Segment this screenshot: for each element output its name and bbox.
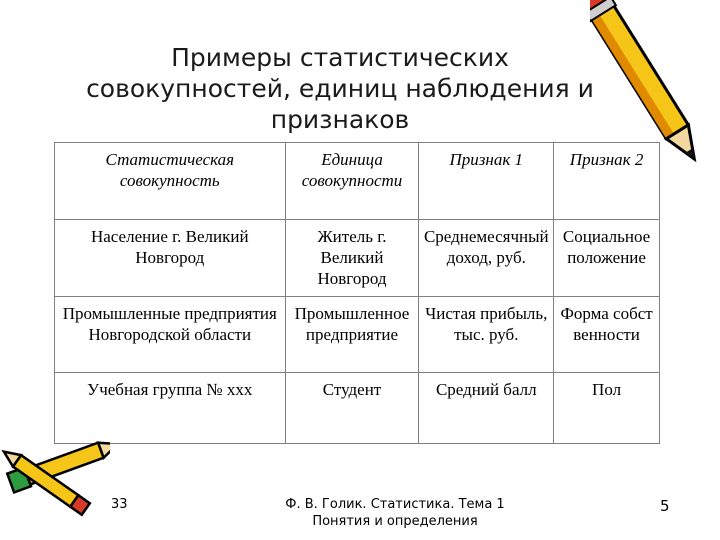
footer-slide-ref: 33 <box>111 497 128 512</box>
title-line-1: Примеры статистических <box>171 43 509 72</box>
pencil-icon <box>590 0 710 185</box>
table-cell: Социальное положение <box>554 219 660 296</box>
table-cell: Пол <box>554 373 660 444</box>
page-number: 5 <box>660 497 670 515</box>
title-line-2: совокупностей, единиц наблюдения и <box>86 74 594 103</box>
table-cell: Население г. Великий Новгород <box>55 219 286 296</box>
footer-line-2: Понятия и определения <box>312 514 478 529</box>
title-line-3: признаков <box>270 105 410 134</box>
table-row <box>55 373 660 444</box>
header-cell: Признак 2 <box>554 143 660 220</box>
header-cell: Статистическая совокупность <box>55 143 286 220</box>
table-cell: Промышленное предприятие <box>285 296 419 373</box>
examples-table <box>54 142 660 444</box>
table-cell: Чистая прибыль, тыс. руб. <box>419 296 554 373</box>
table-cell: Студент <box>285 373 419 444</box>
table-header-row <box>55 143 660 220</box>
table-cell: Средний балл <box>419 373 554 444</box>
table-cell: Среднемесячный доход, руб. <box>419 219 554 296</box>
footer-caption <box>270 496 520 530</box>
header-cell: Признак 1 <box>419 143 554 220</box>
table-row <box>55 296 660 373</box>
header-cell: Единица совокупности <box>285 143 419 220</box>
pencil-icon <box>0 430 110 540</box>
table-cell: Учебная группа № ххх <box>55 373 286 444</box>
table-row <box>55 219 660 296</box>
table-cell: Житель г. Великий Новгород <box>285 219 419 296</box>
table-cell: Форма собственности <box>554 296 660 373</box>
table-cell: Промышленные предприятия Новгородской области <box>55 296 286 373</box>
slide-title <box>40 42 640 135</box>
footer-line-1: Ф. В. Голик. Статистика. Тема 1 <box>285 497 505 512</box>
